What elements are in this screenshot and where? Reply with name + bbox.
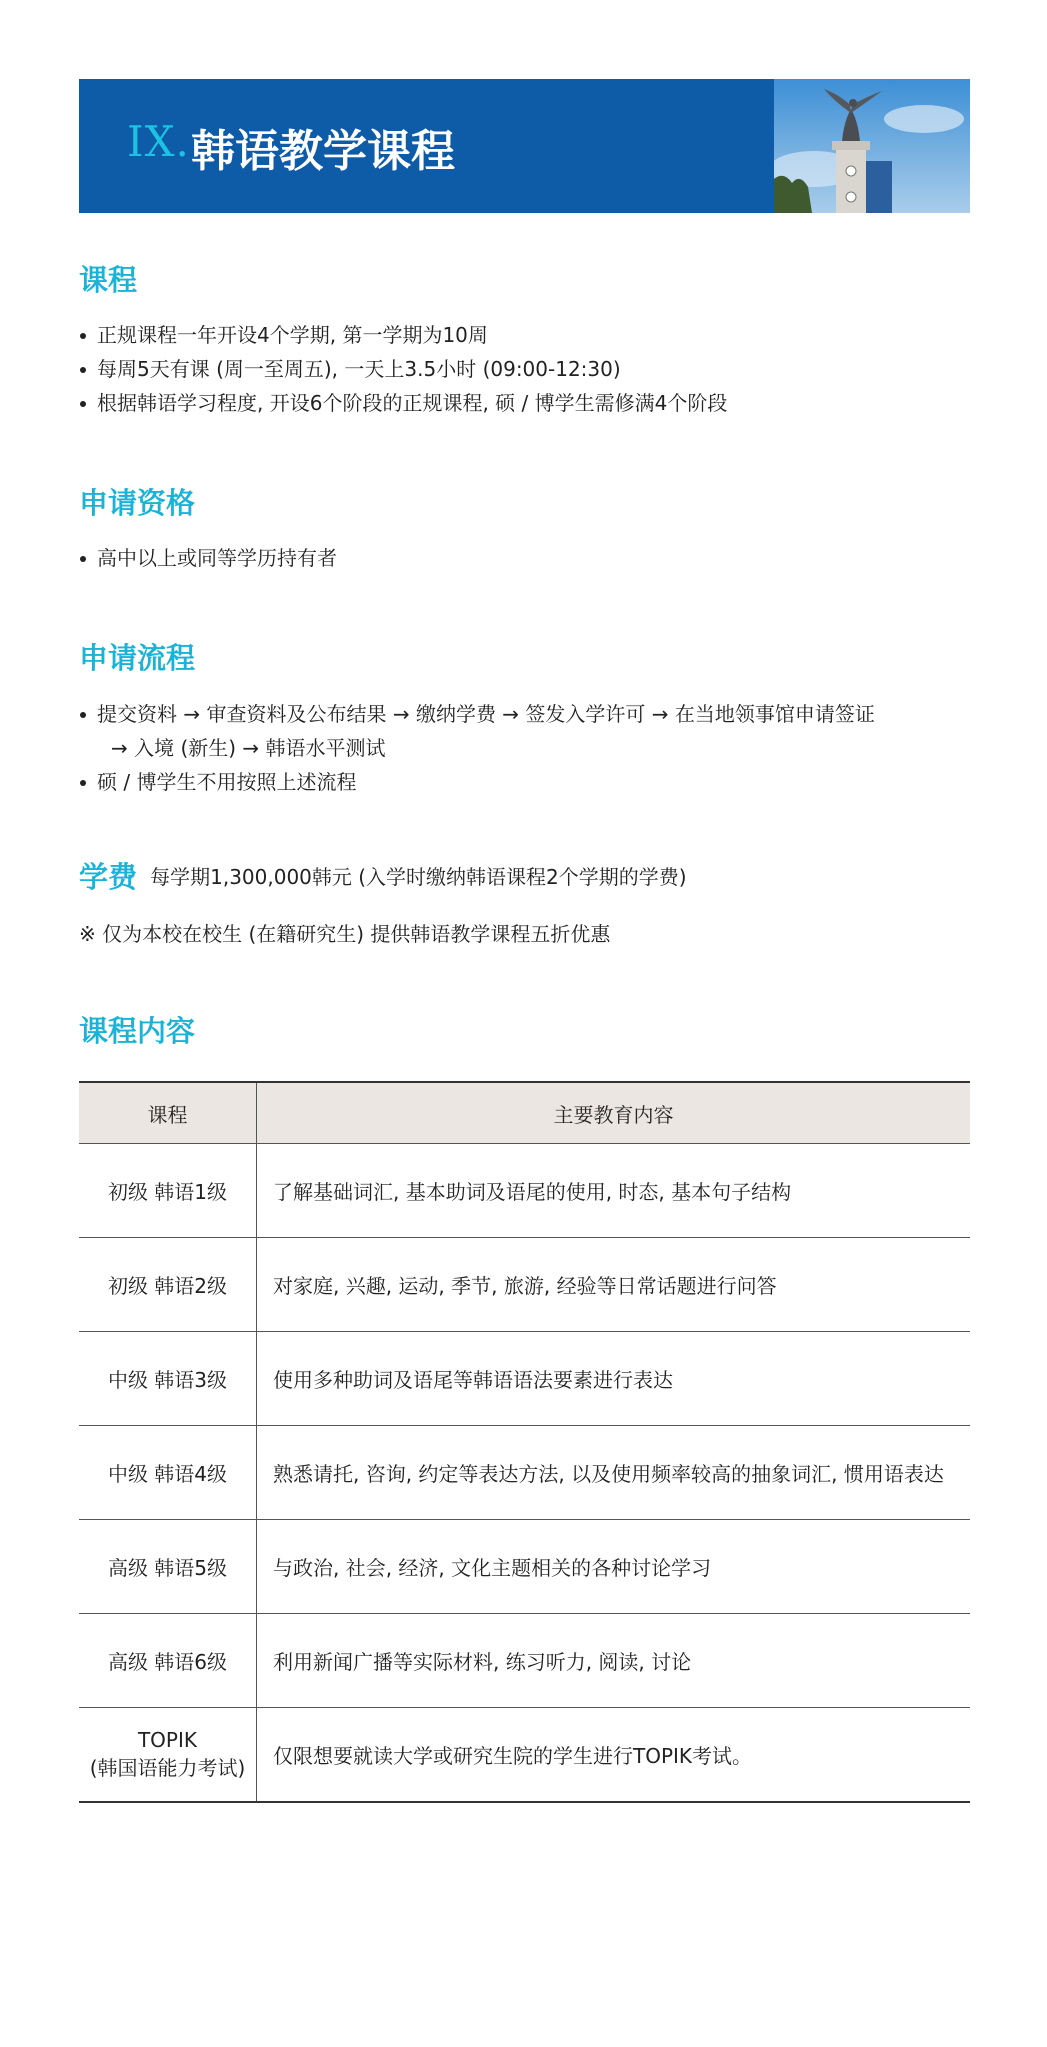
- list-item: 硕 / 博学生不用按照上述流程: [79, 765, 875, 799]
- content-cell: 仅限想要就读大学或研究生院的学生进行TOPIK考试。: [257, 1708, 971, 1803]
- content-cell: 熟悉请托, 咨询, 约定等表达方法, 以及使用频率较高的抽象词汇, 惯用语表达: [257, 1426, 971, 1520]
- course-table: [79, 1081, 970, 1803]
- course-name: TOPIK: [137, 1728, 198, 1752]
- table-row: [79, 1708, 970, 1803]
- table-row: [79, 1520, 970, 1614]
- chapter-numeral: IX.: [127, 117, 190, 166]
- header-banner: [79, 79, 970, 213]
- table-row: [79, 1426, 970, 1520]
- discount-note: ※ 仅为本校在校生 (在籍研究生) 提供韩语教学课程五折优惠: [79, 922, 611, 946]
- course-cell: 初级 韩语2级: [79, 1238, 257, 1332]
- table-row: [79, 1144, 970, 1238]
- process-steps-line2: → 入境 (新生) → 韩语水平测试: [111, 736, 386, 760]
- list-item: 正规课程一年开设4个学期, 第一学期为10周: [79, 318, 727, 352]
- content-cell: 利用新闻广播等实际材料, 练习听力, 阅读, 讨论: [257, 1614, 971, 1708]
- table-header-row: [79, 1082, 970, 1144]
- section-heading-process: 申请流程: [79, 641, 196, 675]
- section-heading-eligibility: 申请资格: [79, 486, 196, 520]
- list-item: [79, 697, 875, 765]
- tuition-fee: [79, 855, 687, 896]
- header-content: 主要教育内容: [257, 1082, 971, 1144]
- section-heading-course: 课程: [79, 263, 138, 297]
- course-list: [79, 318, 727, 420]
- page-title: 韩语教学课程: [191, 126, 455, 177]
- course-cell: 中级 韩语3级: [79, 1332, 257, 1426]
- list-item: 根据韩语学习程度, 开设6个阶段的正规课程, 硕 / 博学生需修满4个阶段: [79, 386, 727, 420]
- eagle-statue-photo: [774, 79, 970, 213]
- course-cell: [79, 1708, 257, 1803]
- table-row: [79, 1238, 970, 1332]
- content-cell: 了解基础词汇, 基本助词及语尾的使用, 时态, 基本句子结构: [257, 1144, 971, 1238]
- section-heading-content: 课程内容: [79, 1014, 196, 1048]
- course-cell: 高级 韩语6级: [79, 1614, 257, 1708]
- fee-label: 学费: [79, 860, 138, 894]
- content-cell: 与政治, 社会, 经济, 文化主题相关的各种讨论学习: [257, 1520, 971, 1614]
- course-cell: 初级 韩语1级: [79, 1144, 257, 1238]
- process-steps-line1: 提交资料 → 审查资料及公布结果 → 缴纳学费 → 签发入学许可 → 在当地领事馆申请签证: [97, 702, 875, 726]
- course-cell: 中级 韩语4级: [79, 1426, 257, 1520]
- content-cell: 对家庭, 兴趣, 运动, 季节, 旅游, 经验等日常话题进行问答: [257, 1238, 971, 1332]
- table-row: [79, 1614, 970, 1708]
- table-row: [79, 1332, 970, 1426]
- process-list: [79, 697, 875, 799]
- header-course: 课程: [79, 1082, 257, 1144]
- course-subtitle: (韩国语能力考试): [89, 1756, 246, 1780]
- content-cell: 使用多种助词及语尾等韩语语法要素进行表达: [257, 1332, 971, 1426]
- fee-text: 每学期1,300,000韩元 (入学时缴纳韩语课程2个学期的学费): [150, 865, 687, 889]
- course-cell: 高级 韩语5级: [79, 1520, 257, 1614]
- eligibility-list: [79, 541, 337, 575]
- list-item: 每周5天有课 (周一至周五), 一天上3.5小时 (09:00-12:30): [79, 352, 727, 386]
- list-item: 高中以上或同等学历持有者: [79, 541, 337, 575]
